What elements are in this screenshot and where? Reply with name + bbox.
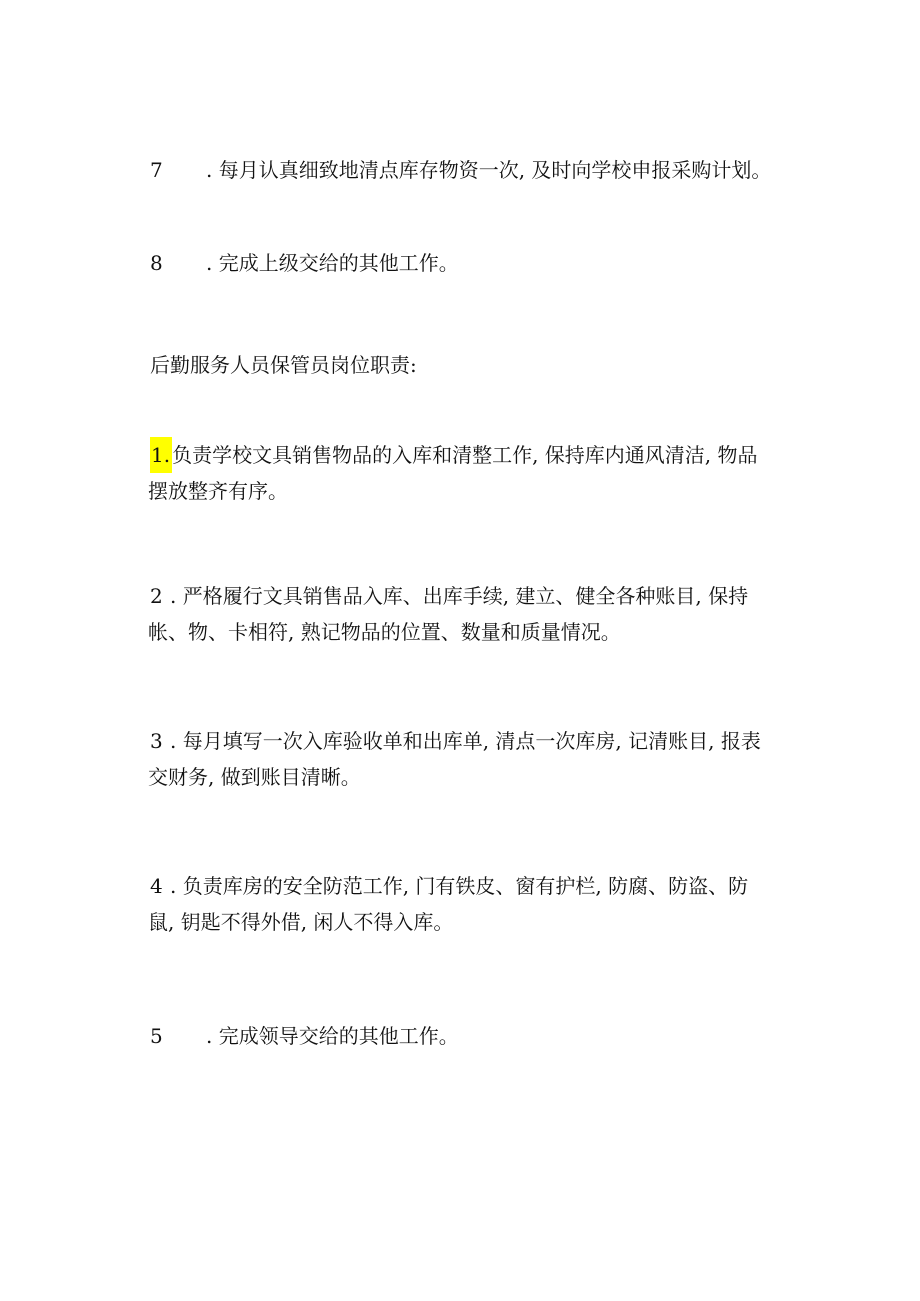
duty-3 [150, 723, 810, 795]
duty-text-line1: . 完成领导交给的其他工作。 [206, 1024, 459, 1048]
duty-number: 4 [150, 874, 163, 898]
item-number: 8 [150, 251, 163, 275]
duty-5 [150, 1018, 810, 1054]
duty-2 [150, 578, 810, 650]
item-7 [150, 152, 810, 188]
item-text: . 每月认真细致地清点库存物资一次, 及时向学校申报采购计划。 [206, 158, 772, 182]
duty-text-line1: 负责学校文具销售物品的入库和清整工作, 保持库内通风清洁, 物品 [172, 443, 758, 467]
duty-text-line2: 交财务, 做到账目清晰。 [148, 765, 361, 789]
duty-number: 3 [150, 729, 163, 753]
item-8 [150, 245, 810, 281]
item-text: . 完成上级交给的其他工作。 [206, 251, 459, 275]
duty-text-line1: . 每月填写一次入库验收单和出库单, 清点一次库房, 记清账目, 报表 [170, 729, 761, 753]
duty-text-line1: . 严格履行文具销售品入库、出库手续, 建立、健全各种账目, 保持 [170, 584, 749, 608]
item-number: 7 [150, 158, 163, 182]
duty-text-line2: 摆放整齐有序。 [148, 479, 288, 503]
duty-number: 2 [150, 584, 163, 608]
duty-number: 5 [150, 1024, 163, 1048]
duty-1 [150, 437, 810, 509]
duty-4 [150, 868, 810, 940]
section-heading: 后勤服务人员保管员岗位职责: [150, 353, 417, 377]
duty-text-line1: . 负责库房的安全防范工作, 门有铁皮、窗有护栏, 防腐、防盗、防 [170, 874, 749, 898]
duty-text-line2: 帐、物、卡相符, 熟记物品的位置、数量和质量情况。 [148, 620, 621, 644]
duty-text-line2: 鼠, 钥匙不得外借, 闲人不得入库。 [148, 910, 454, 934]
highlighted-number: 1. [150, 437, 172, 473]
